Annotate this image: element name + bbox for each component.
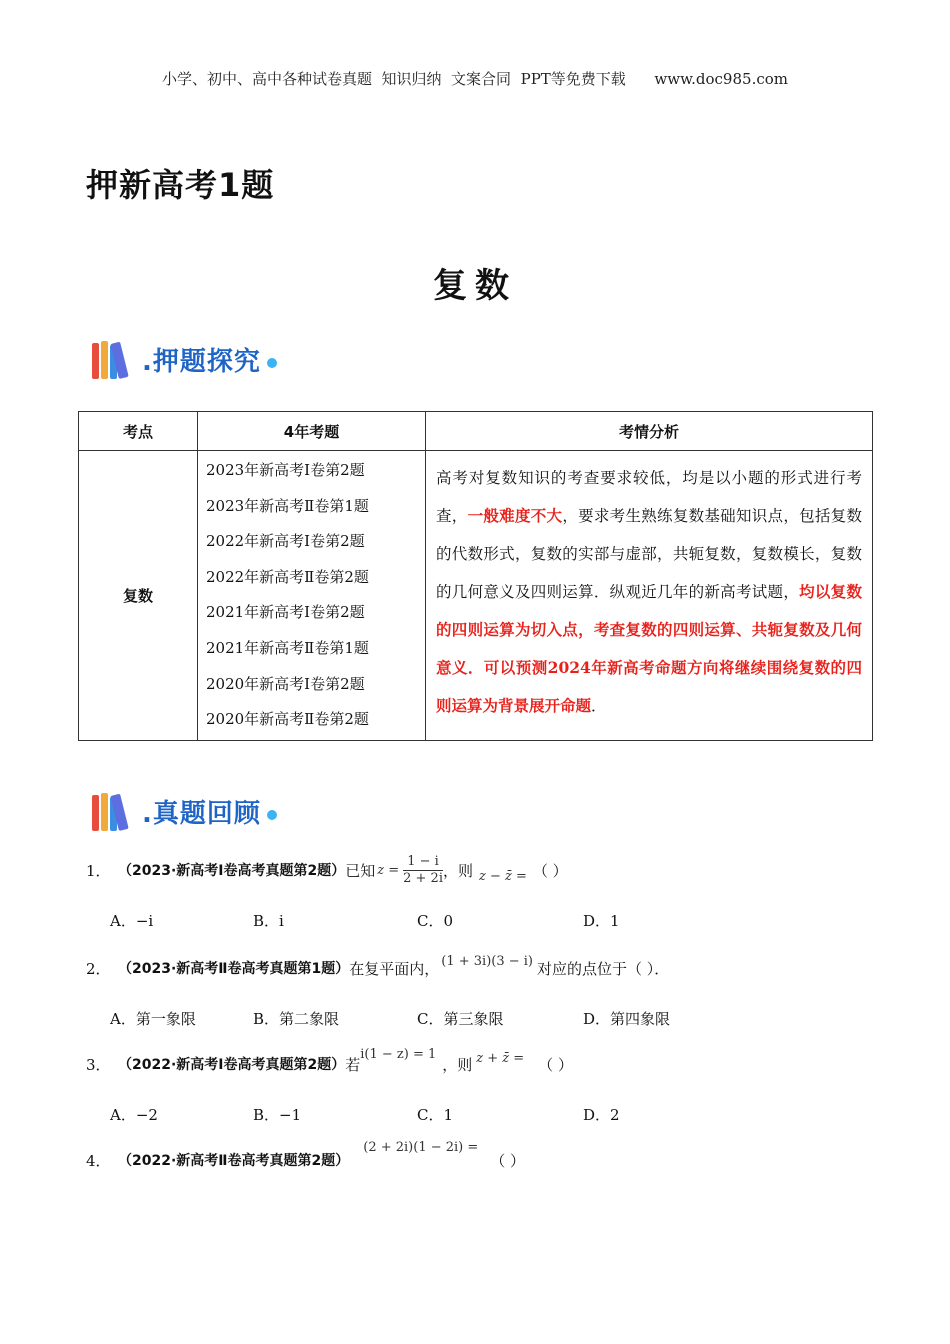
exam-item: 2023年新高考Ⅱ卷第1题 [206,496,369,515]
question-source: （2022·新高考Ⅱ卷高考真题第2题） [118,1153,350,1169]
question-text: 对应的点位于（ ）． [537,959,670,978]
question-text: 已知 [345,861,376,880]
math-expression: i(1 − z) = 1 [360,1046,437,1062]
question-3 [86,1044,573,1084]
analysis-text: ． [591,697,607,715]
exam-item: 2020年新高考Ⅰ卷第2题 [206,674,365,693]
topic-cell: 复数 [79,451,198,741]
table-header: 考情分析 [426,412,873,451]
dot-icon [267,810,277,820]
exam-item: 2022年新高考Ⅰ卷第2题 [206,532,365,551]
section-title: .押题探究 [142,346,261,377]
option: D．2 [583,1106,620,1124]
option: C．1 [417,1106,454,1124]
math-expression: (2 + 2i)(1 − 2i) = [363,1139,479,1155]
question-1 [86,848,568,892]
analysis-text: 高考对复数知识的考查要求较低，均是以小题的形式进行考查， [436,469,862,525]
analysis-table [78,411,873,741]
option: C．0 [417,912,454,930]
table-header: 4年考题 [198,412,426,451]
table-row [79,451,873,741]
math-expression: z = [377,862,400,878]
option: D．1 [583,912,620,930]
question-text: 若 [345,1055,361,1074]
exam-item: 2022年新高考Ⅱ卷第2题 [206,567,369,586]
dot-icon [267,358,277,368]
question-source: （2023·新高考Ⅰ卷高考真题第2题） [118,863,346,879]
table-header: 考点 [79,412,198,451]
question-number: 1． [86,861,111,880]
fraction-numerator: 1 − i [407,853,439,869]
section-title: .真题回顾 [142,798,261,829]
question-text: ，则 [442,1055,473,1074]
question-text: 在复平面内， [349,959,440,978]
question-2 [86,950,669,986]
exam-list-cell [198,451,426,741]
option: B．−1 [253,1106,302,1124]
subject-title: 复数 [433,266,517,306]
section-heading-explore [92,336,277,382]
books-icon [92,339,140,379]
math-expression: (1 + 3i)(3 − i) [441,953,533,969]
table-header-row [79,412,873,451]
exam-item: 2021年新高考Ⅱ卷第1题 [206,638,369,657]
analysis-text: ，要求考生熟练复数基础知识点，包括复数的代数形式，复数的实部与虚部，共轭复数，复数模长，复数的几何意义及四则运算．纵观近几年的新高考试题， [436,507,862,601]
question-paren: （ ） [538,1055,573,1074]
option: C．第三象限 [417,1010,504,1028]
analysis-highlight: 一般难度不大 [467,506,563,525]
question-number: 3． [86,1055,111,1074]
math-expression: z − z̄ = [479,868,527,884]
question-source: （2022·新高考Ⅰ卷高考真题第2题） [118,1057,346,1073]
exam-item: 2021年新高考Ⅰ卷第2题 [206,603,365,622]
exam-item: 2020年新高考Ⅱ卷第2题 [206,710,369,729]
option: D．第四象限 [583,1010,671,1028]
analysis-highlight: 均以复数的四则运算为切入点，考查复数的四则运算、共轭复数及几何意义．可以预测2024年新高考命题方向将继续围绕复数的四则运算为背景展开命题 [436,582,862,715]
option: B．第二象限 [253,1010,340,1028]
page-header: 小学、初中、高中各种试卷真题 知识归纳 文案合同 PPT等免费下载 www.doc985.com [161,70,788,88]
question-text: ，则 [442,861,473,880]
question-paren: （ ） [532,861,568,880]
books-icon [92,791,140,831]
analysis-cell [426,451,873,741]
document-title: 押新高考1题 [86,166,275,204]
math-expression: z + z̄ = [476,1050,525,1066]
option: A．−i [110,912,154,930]
question-source: （2023·新高考Ⅱ卷高考真题第1题） [118,961,350,977]
option: A．−2 [110,1106,158,1124]
fraction [403,854,443,887]
question-4 [86,1140,525,1180]
question-number: 2． [86,959,111,978]
fraction-denominator: 2 + 2i [403,870,443,886]
question-number: 4． [86,1151,111,1170]
section-heading-review [92,788,277,834]
exam-item: 2023年新高考Ⅰ卷第2题 [206,461,365,479]
option: A．第一象限 [110,1010,196,1028]
question-paren: （ ） [490,1151,526,1170]
option: B．i [253,912,284,930]
